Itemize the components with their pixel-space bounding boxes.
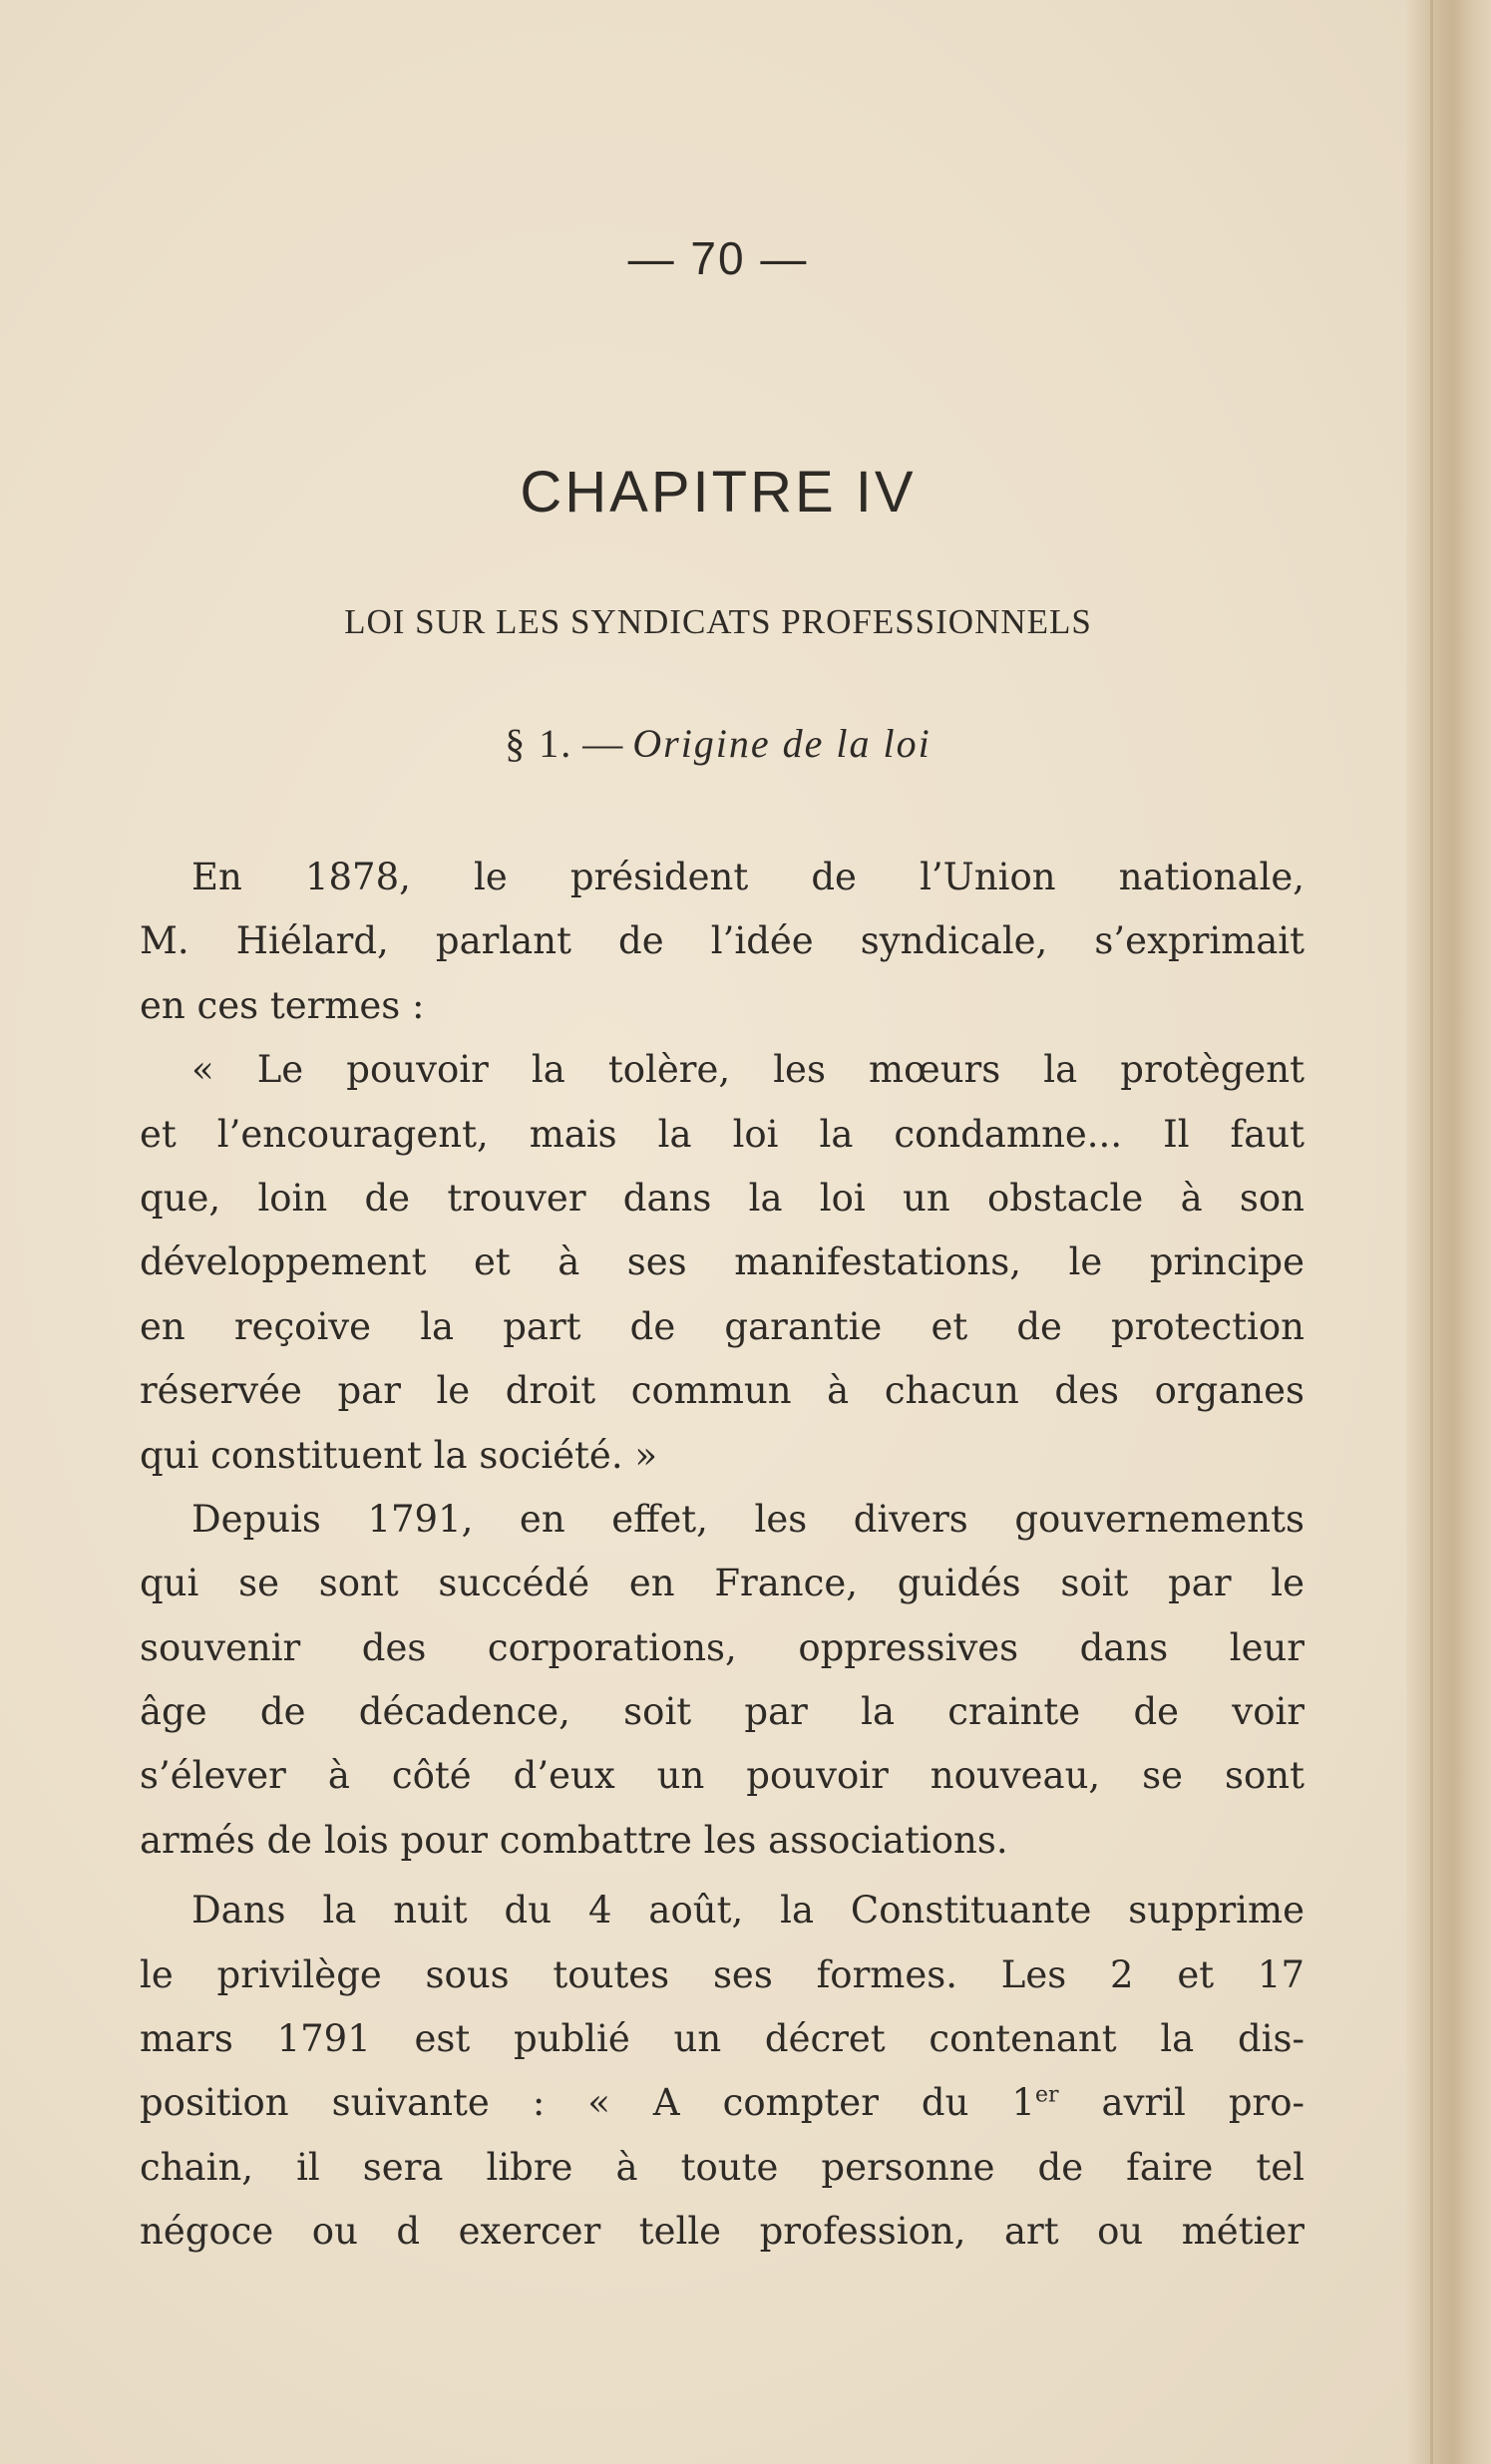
text-line: et l’encouragent, mais la loi la condamne... Il faut bbox=[140, 1112, 1305, 1156]
text-line: le privilège sous toutes ses formes. Les 2 et 17 bbox=[140, 1952, 1305, 1996]
text-line: armés de lois pour combattre les associations. bbox=[140, 1818, 1008, 1862]
superscript-er: er bbox=[1034, 2083, 1059, 2109]
binding-shadow-line bbox=[1430, 0, 1433, 2464]
text-line: mars 1791 est publié un décret contenant la dis- bbox=[140, 2017, 1305, 2061]
text-line: M. Hiélard, parlant de l’idée syndicale, s’exprimait bbox=[140, 919, 1305, 963]
text-line-with-superscript bbox=[140, 2071, 1305, 2135]
text-line-head: position suivante : « A compter du 1 bbox=[140, 2081, 1035, 2125]
text-line: s’élever à côté d’eux un pouvoir nouveau, se sont bbox=[140, 1754, 1305, 1798]
text-line: Depuis 1791, en effet, les divers gouvernements bbox=[191, 1497, 1305, 1541]
text-line: négoce ou d exercer telle profession, art ou métier bbox=[140, 2210, 1305, 2254]
text-line: « Le pouvoir la tolère, les mœurs la protègent bbox=[191, 1048, 1305, 1092]
text-line: que, loin de trouver dans la loi un obstacle à son bbox=[140, 1176, 1305, 1220]
book-binding-edge bbox=[1406, 0, 1491, 2464]
text-line: En 1878, le président de l’Union nationale, bbox=[191, 856, 1305, 898]
text-line: qui se sont succédé en France, guidés soit par le bbox=[140, 1562, 1305, 1605]
text-line: chain, il sera libre à toute personne de faire tel bbox=[140, 2145, 1305, 2189]
text-line: en reçoive la part de garantie et de protection bbox=[140, 1304, 1305, 1348]
text-line: souvenir des corporations, oppressives dans leur bbox=[140, 1625, 1305, 1669]
body-text bbox=[140, 846, 1305, 2265]
text-line-tail: avril pro- bbox=[1058, 2081, 1305, 2125]
text-line: en ces termes : bbox=[140, 983, 425, 1027]
text-line: réservée par le droit commun à chacun des organes bbox=[140, 1369, 1305, 1413]
text-line: Dans la nuit du 4 août, la Constituante supprime bbox=[191, 1889, 1305, 1933]
page-number: — 70 — bbox=[627, 232, 809, 284]
text-line: développement et à ses manifestations, le principe bbox=[140, 1240, 1305, 1284]
chapter-subtitle: LOI SUR LES SYNDICATS PROFESSIONNELS bbox=[344, 602, 1092, 641]
text-line: qui constituent la société. » bbox=[140, 1433, 657, 1477]
section-heading bbox=[0, 720, 1436, 767]
text-line: âge de décadence, soit par la crainte de voir bbox=[140, 1690, 1305, 1734]
chapter-title: CHAPITRE IV bbox=[520, 460, 917, 525]
section-dash: — bbox=[572, 721, 633, 766]
section-marker: § 1. bbox=[505, 721, 573, 766]
section-title: Origine de la loi bbox=[632, 721, 932, 766]
